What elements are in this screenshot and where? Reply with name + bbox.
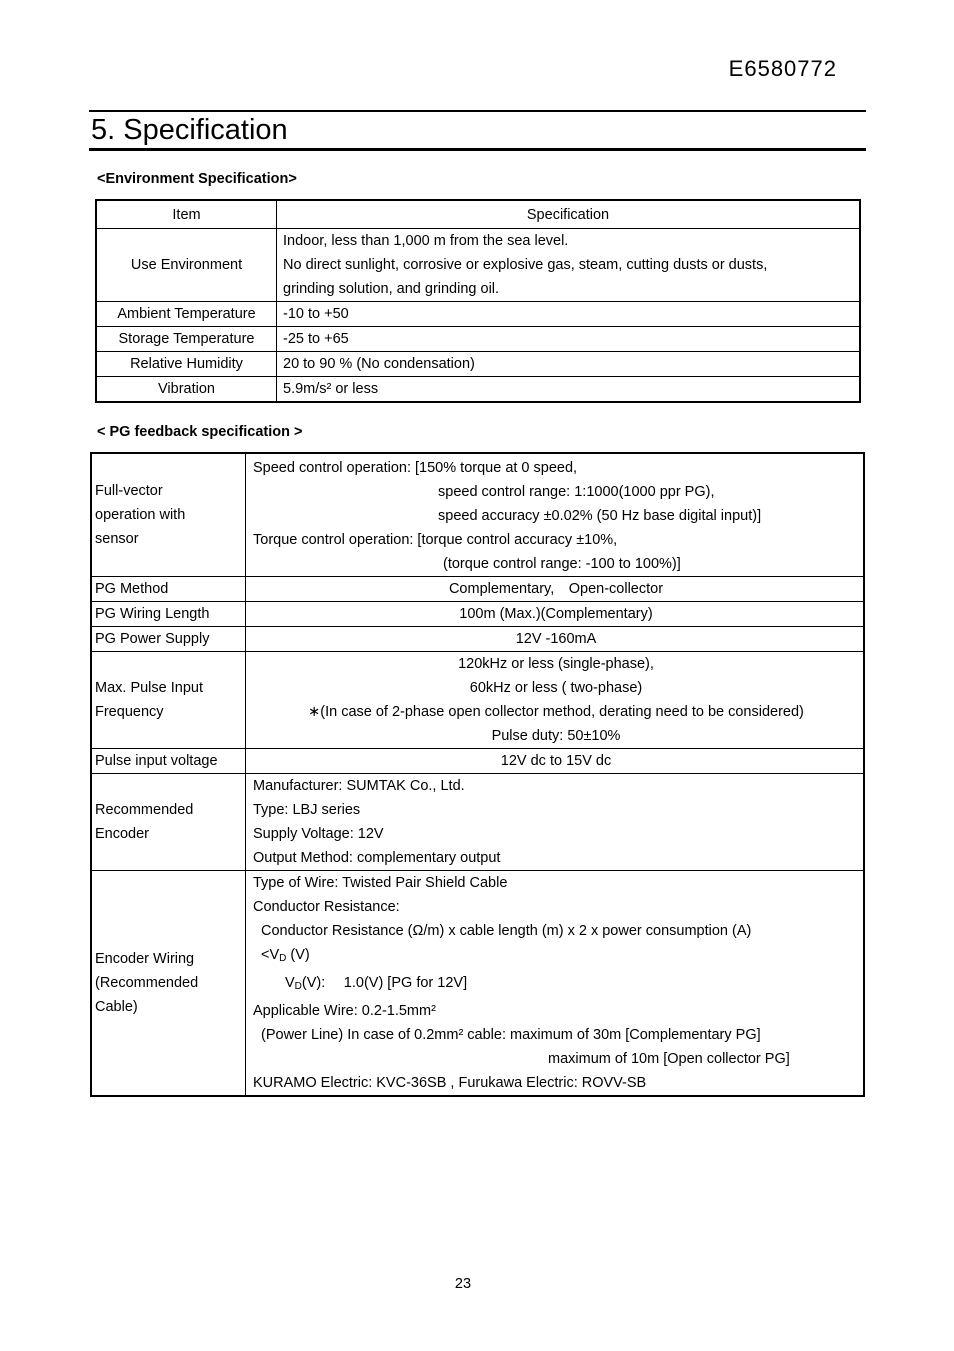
label-line: Max. Pulse Input [95,680,203,696]
value-cell [246,453,865,577]
value-line: Applicable Wire: 0.2-1.5mm² [253,1003,436,1019]
value-line [253,971,859,999]
value-line: ∗(In case of 2-phase open collector method, derating need to be considered) [308,704,804,720]
page-title: 5. Specification [91,114,288,146]
table-row [91,627,864,652]
label-line: Frequency [95,704,164,720]
value-cell: 12V dc to 15V dc [246,749,865,774]
label-cell: Pulse input voltage [91,749,246,774]
item-cell: Storage Temperature [96,327,277,352]
value-line: Conductor Resistance (Ω/m) x cable length (m) x 2 x power consumption (A) [261,923,752,939]
item-cell: Ambient Temperature [96,302,277,327]
spec-line: Indoor, less than 1,000 m from the sea level. [283,233,569,249]
label-line: Encoder [95,826,150,842]
pg-feedback-table [90,452,865,1097]
label-line: (Recommended [95,975,199,991]
title-rule-top [89,110,866,112]
subscript-d: D [279,953,287,964]
label-cell: PG Power Supply [91,627,246,652]
page-number: 23 [454,1276,472,1292]
label-line: Recommended [95,802,194,818]
value-line: 120kHz or less (single-phase), [458,656,654,672]
column-header-spec: Specification [277,200,861,229]
value-cell [246,774,865,871]
value-cell: 12V -160mA [246,627,865,652]
spec-cell [277,229,861,302]
label-line: sensor [95,531,139,547]
value-cell [246,871,865,1097]
value-line: Type of Wire: Twisted Pair Shield Cable [253,875,508,891]
table-row [91,749,864,774]
column-header-item: Item [96,200,277,229]
value-line: 60kHz or less ( two-phase) [469,680,643,696]
item-cell: Relative Humidity [96,352,277,377]
item-cell: Use Environment [96,229,277,302]
table-row [91,602,864,627]
label-cell: PG Method [91,577,246,602]
vd-prefix: V [285,975,295,991]
label-cell [91,453,246,577]
value-line: speed accuracy ±0.02% (50 Hz base digital input)] [438,508,762,524]
spec-cell: 20 to 90 % (No condensation) [277,352,861,377]
value-line: KURAMO Electric: KVC-36SB , Furukawa Electric: ROVV-SB [253,1075,647,1091]
value-cell: Complementary, Open-collector [246,577,865,602]
label-cell: PG Wiring Length [91,602,246,627]
spec-line: No direct sunlight, corrosive or explosive gas, steam, cutting dusts or dusts, [283,257,768,273]
value-line: Speed control operation: [150% torque at 0 speed, [253,460,578,476]
spec-cell: -25 to +65 [277,327,861,352]
value-line: maximum of 10m [Open collector PG] [548,1051,790,1067]
table-row [91,652,864,749]
less-than-v: <V [261,947,280,963]
table-row [91,871,864,1097]
environment-table [95,199,861,403]
label-cell [91,871,246,1097]
table-row [96,229,860,302]
vd-unit: (V) [286,947,310,963]
value-line: (torque control range: -100 to 100%)] [443,556,681,572]
table-row [96,302,860,327]
table-row [91,577,864,602]
table-row [91,453,864,577]
value-cell [246,652,865,749]
label-line: Encoder Wiring [95,951,195,967]
value-line: Manufacturer: SUMTAK Co., Ltd. [253,778,465,794]
label-line: Full-vector [95,483,163,499]
table-header-row [96,200,860,229]
spec-line: grinding solution, and grinding oil. [283,281,500,297]
value-line: Supply Voltage: 12V [253,826,384,842]
subscript-d: D [294,981,302,992]
value-cell: 100m (Max.)(Complementary) [246,602,865,627]
value-line: Torque control operation: [torque control accuracy ±10%, [253,532,618,548]
value-line: Output Method: complementary output [253,850,501,866]
label-cell [91,652,246,749]
value-line [253,943,859,971]
table-row [96,377,860,403]
environment-heading: <Environment Specification> [97,171,297,187]
pg-heading: < PG feedback specification > [97,424,303,440]
spec-cell: 5.9m/s² or less [277,377,861,403]
spec-cell: -10 to +50 [277,302,861,327]
value-line: Conductor Resistance: [253,899,400,915]
label-line: Cable) [95,999,138,1015]
table-row [91,774,864,871]
value-line: (Power Line) In case of 0.2mm² cable: maximum of 30m [Complementary PG] [261,1027,761,1043]
table-row [96,352,860,377]
label-cell [91,774,246,871]
title-rule-bottom [89,148,866,151]
item-cell: Vibration [96,377,277,403]
value-line: Pulse duty: 50±10% [491,728,621,744]
table-row [96,327,860,352]
label-line: operation with [95,507,186,523]
value-line: speed control range: 1:1000(1000 ppr PG), [438,484,715,500]
document-id: E6580772 [728,56,837,81]
value-line: Type: LBJ series [253,802,361,818]
vd-rest: (V): 1.0(V) [PG for 12V] [301,975,468,991]
